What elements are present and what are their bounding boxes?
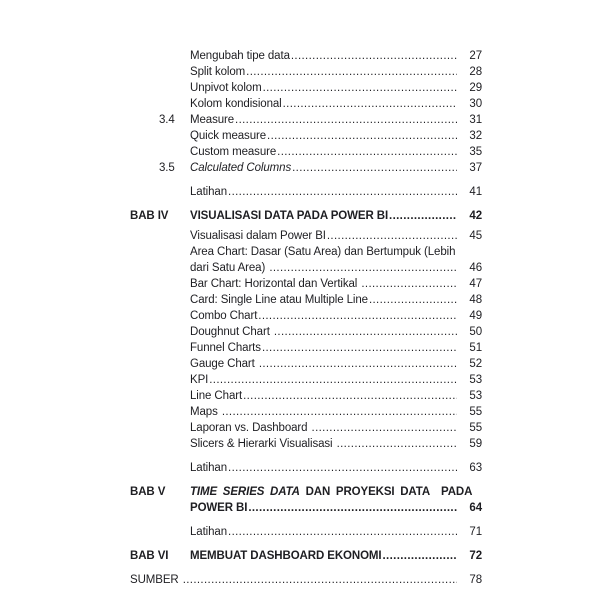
toc-entry-body xyxy=(190,48,482,64)
toc-row xyxy=(130,572,482,588)
toc-entry-line-last xyxy=(190,228,482,244)
dot-leader xyxy=(235,112,457,128)
toc-row xyxy=(130,128,482,144)
toc-row xyxy=(130,112,482,128)
toc-row xyxy=(130,96,482,112)
toc-entry-line-last xyxy=(190,184,482,200)
toc-entry-body xyxy=(190,404,482,420)
dot-leader xyxy=(269,260,457,276)
toc-row xyxy=(130,548,482,564)
section-label: BAB IV xyxy=(130,210,169,222)
toc-entry-text: Card: Single Line atau Multiple Line xyxy=(190,294,368,306)
page-number: 37 xyxy=(469,162,482,174)
page-number: 59 xyxy=(469,438,482,450)
toc-entry-text: KPI xyxy=(190,374,209,386)
page-number: 55 xyxy=(469,422,482,434)
toc-entry-text: Unpivot kolom xyxy=(190,82,262,94)
toc-entry-text: Split kolom xyxy=(190,66,246,78)
page-number: 48 xyxy=(469,294,482,306)
section-label: 3.5 xyxy=(159,162,175,174)
toc-entry-text: Mengubah tipe data xyxy=(190,50,290,62)
toc-entry-body xyxy=(190,276,482,292)
toc-row xyxy=(130,308,482,324)
page-number: 29 xyxy=(469,82,482,94)
toc-entry-body xyxy=(190,308,482,324)
toc-row xyxy=(130,324,482,340)
toc-entry-line-last xyxy=(190,144,482,160)
toc-entry-line-last xyxy=(190,324,482,340)
toc-entry-text: MEMBUAT DASHBOARD EKONOMI xyxy=(190,550,382,562)
toc-entry-line-last xyxy=(190,420,482,436)
dot-leader xyxy=(248,500,457,516)
toc-entry-line-last xyxy=(190,64,482,80)
toc-entry-body xyxy=(190,524,482,540)
page-number: 45 xyxy=(469,230,482,242)
page-number: 71 xyxy=(469,526,482,538)
toc-entry-body xyxy=(190,184,482,200)
toc-row xyxy=(130,372,482,388)
toc-entry-text: Funnel Charts xyxy=(190,342,261,354)
toc-entry-text: SUMBER xyxy=(130,574,182,586)
toc-entry-body xyxy=(190,244,482,276)
toc-row xyxy=(130,388,482,404)
page-number: 78 xyxy=(469,574,482,586)
dot-leader xyxy=(246,64,457,80)
dot-leader xyxy=(258,308,457,324)
page-number: 64 xyxy=(469,502,482,514)
toc-entry-line-last xyxy=(190,208,482,224)
toc-entry-text: Latihan xyxy=(190,186,228,198)
toc-row xyxy=(130,144,482,160)
toc-entry-line-last xyxy=(190,548,482,564)
toc-entry-body xyxy=(190,460,482,476)
toc-entry-line-last xyxy=(190,112,482,128)
toc-entry-line-last xyxy=(190,96,482,112)
toc-entry-body xyxy=(190,372,482,388)
page-number: 28 xyxy=(469,66,482,78)
toc-entry-line-last xyxy=(190,460,482,476)
page-number: 51 xyxy=(469,342,482,354)
toc-entry-text: TIME SERIES DATA xyxy=(190,486,300,498)
toc-row xyxy=(130,184,482,200)
toc-row xyxy=(130,460,482,476)
toc-entry-text: Quick measure xyxy=(190,130,267,142)
page-number: 31 xyxy=(469,114,482,126)
page-number: 46 xyxy=(469,262,482,274)
toc-entry-line1 xyxy=(190,484,482,500)
toc-row xyxy=(130,524,482,540)
dot-leader xyxy=(209,372,457,388)
toc-row xyxy=(130,80,482,96)
dot-leader xyxy=(228,524,457,540)
dot-leader xyxy=(337,436,457,452)
page-number: 30 xyxy=(469,98,482,110)
dot-leader xyxy=(228,184,457,200)
toc-entry-text: Visualisasi dalam Power BI xyxy=(190,230,326,242)
toc-entry-body xyxy=(190,340,482,356)
toc-entry-line-last xyxy=(190,260,482,276)
dot-leader xyxy=(283,96,457,112)
toc-entry-line-last xyxy=(190,48,482,64)
toc-row xyxy=(130,436,482,452)
toc-entry-body xyxy=(190,228,482,244)
dot-leader xyxy=(369,292,457,308)
toc-entry-line-last xyxy=(190,308,482,324)
toc-entry-text: Area Chart: Dasar (Satu Area) dan Bertumpuk (Lebih xyxy=(190,246,456,258)
toc-entry-text: Calculated Columns xyxy=(190,162,292,174)
page-number: 63 xyxy=(469,462,482,474)
toc-entry-body xyxy=(190,112,482,128)
toc-entry-text: DAN PROYEKSI DATA PADA xyxy=(299,486,473,498)
toc-row xyxy=(130,420,482,436)
toc-entry-text: Measure xyxy=(190,114,235,126)
toc-entry-line-last xyxy=(190,80,482,96)
toc-entry-text: Doughnut Chart xyxy=(190,326,273,338)
toc-entry-text: Laporan vs. Dashboard xyxy=(190,422,311,434)
toc-list xyxy=(130,48,482,588)
toc-entry-body xyxy=(190,80,482,96)
dot-leader xyxy=(361,276,457,292)
toc-entry-line-last xyxy=(190,128,482,144)
dot-leader xyxy=(243,388,457,404)
page-number: 55 xyxy=(469,406,482,418)
toc-entry-body xyxy=(190,548,482,564)
toc-entry-body xyxy=(190,484,482,516)
dot-leader xyxy=(292,160,457,176)
toc-row xyxy=(130,292,482,308)
toc-entry-body xyxy=(130,572,482,588)
toc-entry-body xyxy=(190,128,482,144)
dot-leader xyxy=(327,228,457,244)
dot-leader xyxy=(389,208,457,224)
page-number: 47 xyxy=(469,278,482,290)
toc-row xyxy=(130,208,482,224)
toc-entry-text: Line Chart xyxy=(190,390,243,402)
toc-entry-line1 xyxy=(190,244,482,260)
dot-leader xyxy=(277,144,457,160)
toc-entry-line-last xyxy=(190,292,482,308)
dot-leader xyxy=(263,80,457,96)
toc-entry-text: Latihan xyxy=(190,462,228,474)
toc-row xyxy=(130,404,482,420)
toc-row xyxy=(130,64,482,80)
toc-entry-line-last xyxy=(190,160,482,176)
page-number: 52 xyxy=(469,358,482,370)
toc-entry-line-last xyxy=(190,356,482,372)
toc-entry-line-last xyxy=(190,388,482,404)
page-number: 72 xyxy=(469,550,482,562)
page-number: 49 xyxy=(469,310,482,322)
toc-row xyxy=(130,228,482,244)
section-label: 3.4 xyxy=(159,114,175,126)
dot-leader xyxy=(262,340,457,356)
page-number: 41 xyxy=(469,186,482,198)
toc-entry-line-last xyxy=(190,340,482,356)
toc-entry-body xyxy=(190,160,482,176)
toc-row xyxy=(130,356,482,372)
dot-leader xyxy=(312,420,457,436)
page-number: 42 xyxy=(469,210,482,222)
dot-leader xyxy=(228,460,457,476)
toc-row xyxy=(130,276,482,292)
page-number: 50 xyxy=(469,326,482,338)
dot-leader xyxy=(222,404,457,420)
page-number: 32 xyxy=(469,130,482,142)
dot-leader xyxy=(259,356,457,372)
dot-leader xyxy=(291,48,457,64)
toc-entry-line-last xyxy=(130,572,482,588)
section-label: BAB VI xyxy=(130,550,169,562)
toc-entry-body xyxy=(190,388,482,404)
page-number: 35 xyxy=(469,146,482,158)
toc-entry-text: dari Satu Area) xyxy=(190,262,269,274)
dot-leader xyxy=(267,128,457,144)
toc-entry-body xyxy=(190,356,482,372)
dot-leader xyxy=(183,572,457,588)
toc-entry-body xyxy=(190,436,482,452)
toc-entry-text: POWER BI xyxy=(190,502,248,514)
toc-entry-text: Kolom kondisional xyxy=(190,98,282,110)
toc-entry-body xyxy=(190,324,482,340)
section-label: BAB V xyxy=(130,486,166,498)
toc-entry-text: Custom measure xyxy=(190,146,277,158)
toc-entry-line-last xyxy=(190,524,482,540)
toc-entry-text: Slicers & Hierarki Visualisasi xyxy=(190,438,336,450)
dot-leader xyxy=(383,548,457,564)
page-number: 53 xyxy=(469,374,482,386)
toc-entry-body xyxy=(190,420,482,436)
toc-entry-body xyxy=(190,292,482,308)
toc-entry-text: VISUALISASI DATA PADA POWER BI xyxy=(190,210,389,222)
toc-entry-text: Maps xyxy=(190,406,221,418)
page-number: 53 xyxy=(469,390,482,402)
toc-entry-text: Latihan xyxy=(190,526,228,538)
toc-entry-line-last xyxy=(190,372,482,388)
toc-entry-line-last xyxy=(190,404,482,420)
toc-entry-text: Combo Chart xyxy=(190,310,258,322)
toc-row xyxy=(130,160,482,176)
toc-entry-line-last xyxy=(190,276,482,292)
toc-entry-line-last xyxy=(190,436,482,452)
toc-entry-body xyxy=(190,64,482,80)
toc-row xyxy=(130,48,482,64)
page-number: 27 xyxy=(469,50,482,62)
toc-entry-line-last xyxy=(190,500,482,516)
toc-row xyxy=(130,340,482,356)
toc-row xyxy=(130,484,482,516)
toc-entry-text: Bar Chart: Horizontal dan Vertikal xyxy=(190,278,361,290)
toc-row xyxy=(130,244,482,276)
toc-entry-text: Gauge Chart xyxy=(190,358,258,370)
toc-entry-body xyxy=(190,144,482,160)
toc-entry-body xyxy=(190,96,482,112)
toc-entry-body xyxy=(190,208,482,224)
dot-leader xyxy=(274,324,457,340)
